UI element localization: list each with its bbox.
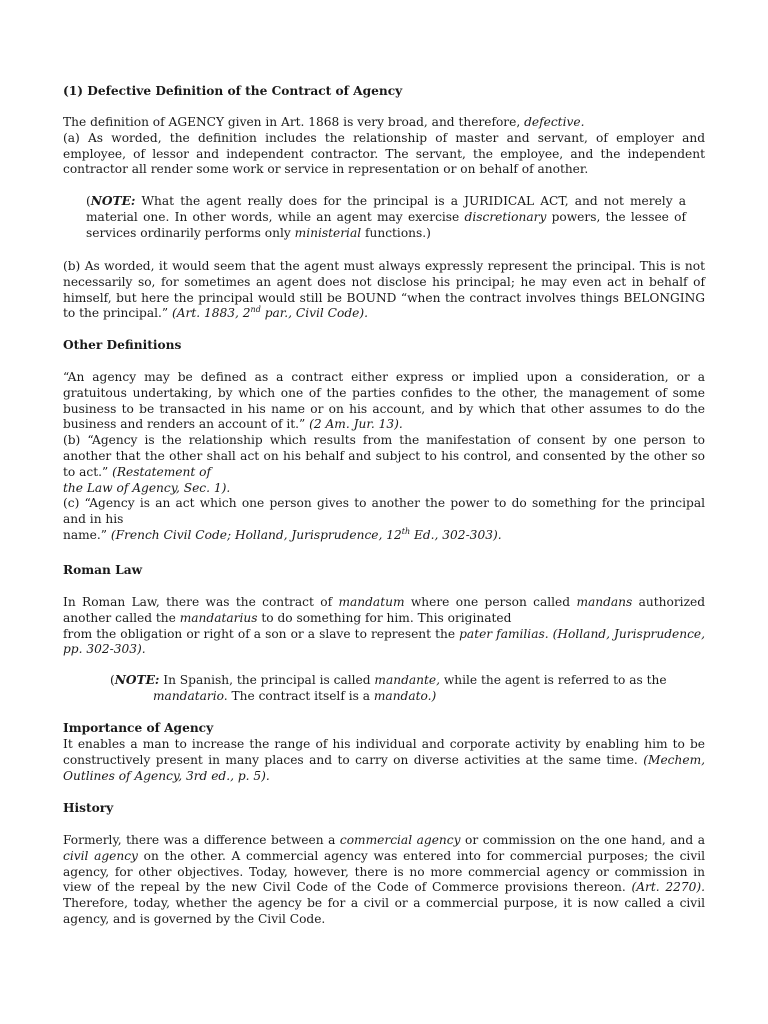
note-spanish-terms: (NOTE: In Spanish, the principal is called mandante, while the agent is referred to as the mandatario. The contract itself is a mandato.) <box>110 673 667 703</box>
section-heading-roman-law: Roman Law <box>63 563 143 577</box>
section-heading-defective-definition: (1) Defective Definition of the Contract of Agency <box>63 84 403 98</box>
paragraph-roman-law: In Roman Law, there was the contract of mandatum where one person called mandans authorized another called the mandatarius to do something for him. This originated from the obligation or right of a son or a slave to represent the pater familias. (Holland, Jurisprudence, pp. 302-303). <box>63 595 706 657</box>
section-heading-history: History <box>63 801 114 815</box>
paragraph-importance: It enables a man to increase the range of his individual and corporate activity by enabling him to be constructively present in many places and to carry on diverse activities at the same time. (Mechem, Outlines of Agency, 3rd ed., p. 5). <box>63 737 705 783</box>
paragraph-b-represent-principal: (b) As worded, it would seem that the agent must always expressly represent the principal. This is not necessarily so, for sometimes an agent does not disclose his principal; he may even act in behalf of himself, but here the principal would still be BOUND “when the contract involves things BELONGING to the principal.” (Art. 1883, 2nd par., Civil Code). <box>63 259 705 321</box>
note-juridical-act: (NOTE: What the agent really does for the principal is a JURIDICAL ACT, and not merely a material one. In other words, while an agent may exercise discretionary powers, the lessee of services ordinarily performs only ministerial functions.) <box>86 194 686 240</box>
paragraph-definition: The definition of AGENCY given in Art. 1868 is very broad, and therefore, defective. (a) As worded, the definition includes the relationship of master and servant, of employer and employee, of lessor and independent contractor. The servant, the employee, and the independent contractor all render some work or service in representation or on behalf of another. <box>63 115 705 177</box>
section-heading-importance: Importance of Agency <box>63 721 214 735</box>
definitions-list: “An agency may be defined as a contract either express or implied upon a consideration, or a gratuitous undertaking, by which one of the parties confides to the other, the management of some business to be transacted in his name or on his account, and by which that other assumes to do the business and renders an account of it.” (2 Am. Jur. 13). (b) “Agency is the relationship which results from the manifestation of consent by one person to another that the other shall act on his behalf and subject to his control, and consented by the other so to act.” (Restatement of the Law of Agency, Sec. 1). (c) “Agency is an act which one person gives to another the power to do something for the principal and in his name.” (French Civil Code; Holland, Jurisprudence, 12th Ed., 302-303). <box>63 370 705 542</box>
paragraph-history: Formerly, there was a difference between a commercial agency or commission on the one hand, and a civil agency on the other. A commercial agency was entered into for commercial purposes; the civil agency, for other objectives. Today, however, there is no more commercial agency or commission in view of the repeal by the new Civil Code of the Code of Commerce provisions thereon. (Art. 2270). Therefore, today, whether the agency be for a civil or a commercial purpose, it is now called a civil agency, and is governed by the Civil Code. <box>63 833 706 926</box>
section-heading-other-definitions: Other Definitions <box>63 338 182 352</box>
